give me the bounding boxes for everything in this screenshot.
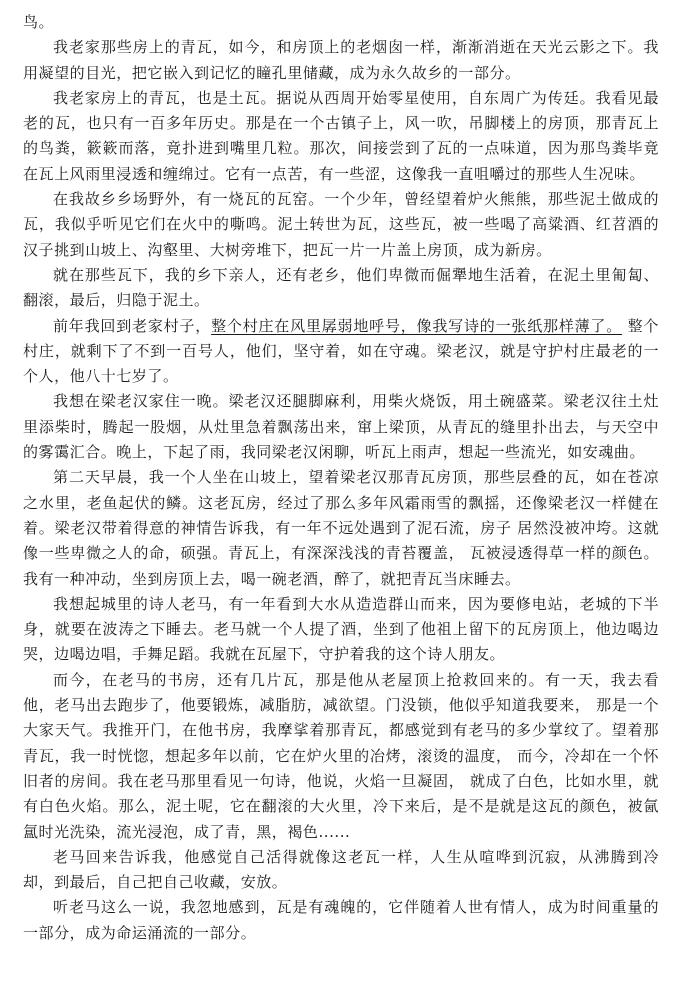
essay-page [23,10,659,946]
paragraph-opening-fragment: 鸟。 [23,13,55,31]
paragraph: 第二天早晨，我一个人坐在山坡上，望着梁老汉那青瓦房顶，那些层叠的瓦，如在苍凉之水里，老鱼起伏的鳞。这老瓦房，经过了那么多年风霜雨雪的飘摇，还像梁老汉一样健在着。梁老汉带着得意的神情告诉我，有一年不远处遇到了泥石流，房子 居然没被冲垮。这就像一些卑微之人的命，硕强。青瓦上，有深深浅浅的青苔覆盖， 瓦被浸透得草一样的颜色。我有一种冲动，坐到房顶上去，喝一碗老酒，醉了，就把青瓦当床睡去。 [23,468,659,588]
paragraph: 我想在梁老汉家住一晚。梁老汉还腿脚麻利，用柴火烧饭，用土碗盛菜。梁老汉往土灶里添柴时，腾起一股烟，从灶里急着飘荡出来，窜上梁顶，从青瓦的缝里扑出去，与天空中的雾霭汇合。晚上，下起了雨，我同梁老汉闲聊，听瓦上雨声，想起一些流光，如安魂曲。 [23,392,659,462]
underlined-sentence: 整个村庄在风里孱弱地呼号，像我写诗的一张纸那样薄了。 [211,316,623,335]
paragraph-with-underlined-sentence [23,314,659,390]
paragraph: 我老家房上的青瓦，也是土瓦。据说从西周开始零星使用，自东周广为传廷。我看见最老的瓦，也只有一百多年历史。那是在一个古镇子上，风一吹，吊脚楼上的房顶，那青瓦上的鸟粪，簌簌而落，竟扑进到嘴里几粒。那次，间接尝到了瓦的一点味道，因为那鸟粪毕竟在瓦上风雨里浸透和缠绵过。它有一点苦，有一些涩，这像我一直咀嚼过的那些人生况味。 [23,88,659,183]
paragraph-closing: 听老马这么一说，我忽地感到，瓦是有魂魄的，它伴随着人世有情人，成为时间重量的一部分，成为命运涌流的一部分。 [23,898,659,942]
paragraph-lead-text: 前年我回到老家村子， [53,316,212,335]
paragraph: 我老家那些房上的青瓦，如今，和房顶上的老烟囱一样，渐渐消逝在天光云影之下。我用凝望的目光，把它嵌入到记忆的瞳孔里储藏，成为永久故乡的一部分。 [23,38,659,82]
paragraph-trailing-text: 整个村庄，就剩下了不到一百号人，他们，坚守着，如在守魂。梁老汉，就是守护村庄最老的一个人，他八十七岁了。 [23,316,659,386]
paragraph: 而今，在老马的书房，还有几片瓦，那是他从老屋顶上抢救回来的。有一天，我去看他，老马出去跑步了，他要锻炼，减脂肪，减欲望。门没锁，他似乎知道我要来， 那是一个大家天气。我推开门，在他书房，我摩挲着那青瓦，都感觉到有老马的多少掌纹了。望着那青瓦，我一时恍惚，想起多年以前，它在炉火里的冶烤，滚烫的温度， 而今，冷却在一个怀旧者的房间。我在老马那里看见一句诗，他说，火焰一旦凝固， 就成了白色，比如水里，就有白色火焰。那么，泥土呢，它在翻滚的大火里，冷下来后，是不是就是这瓦的颜色，被氤氲时光洗染，流光浸泡，成了青，黑，褐色...... [23,670,659,841]
paragraph: 在我故乡乡场野外，有一烧瓦的瓦窑。一个少年，曾经望着炉火熊熊，那些泥土做成的瓦，我似乎听见它们在火中的嘶鸣。泥土转世为瓦，这些瓦，被一些喝了高粱酒、红苕酒的汉子挑到山坡上、沟壑里、大树旁堆下，把瓦一片一片盖上房顶，成为新房。 [23,190,659,259]
paragraph: 老马回来告诉我，他感觉自己活得就像这老瓦一样，人生从喧哗到沉寂，从沸腾到冷却，到最后，自己把自己收藏，安放。 [23,847,659,892]
paragraph: 我想起城里的诗人老马，有一年看到大水从造造群山而来，因为要修电站，老城的下半身，就要在波涛之下睡去。老马就一个人提了酒，坐到了他祖上留下的瓦房顶上，他边喝边哭，边喝边唱，手舞足蹈。我就在瓦屋下，守护着我的这个诗人朋友。 [23,594,659,664]
paragraph: 就在那些瓦下，我的乡下亲人，还有老乡，他们卑微而倔犟地生活着，在泥土里匍匐、翻滚，最后，归隐于泥土。 [23,265,659,310]
